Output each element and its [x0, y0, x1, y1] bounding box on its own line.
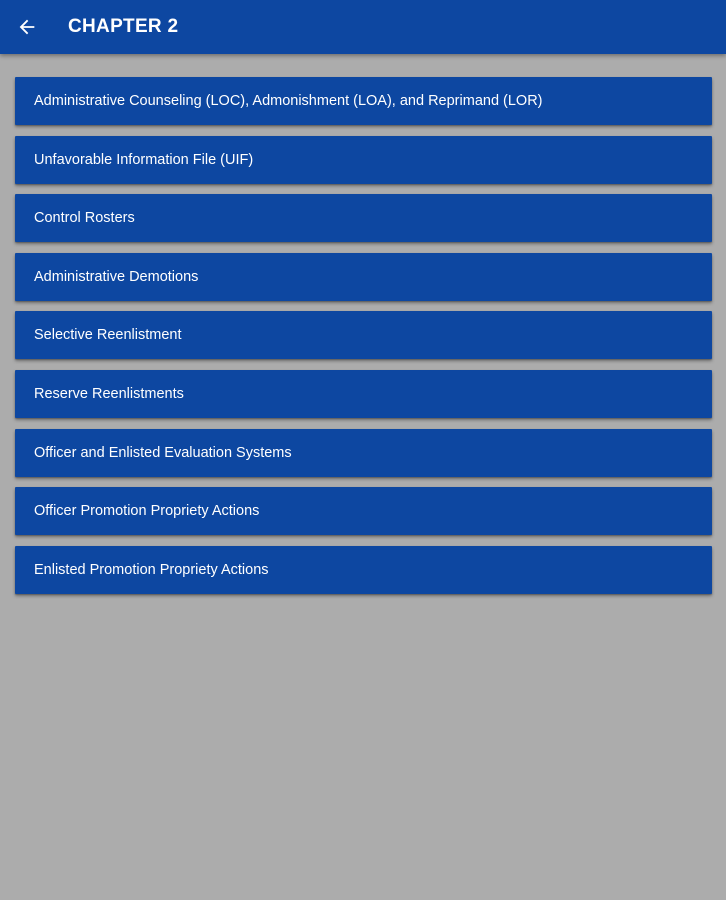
- list-item[interactable]: [15, 253, 712, 301]
- list-item[interactable]: [15, 136, 712, 184]
- list-item[interactable]: [15, 487, 712, 535]
- list-item[interactable]: [15, 370, 712, 418]
- list-item-label: Control Rosters: [34, 210, 135, 227]
- list-item-label: Selective Reenlistment: [34, 327, 182, 344]
- list-item-label: Administrative Demotions: [34, 268, 199, 285]
- chapter-section-list: [15, 77, 712, 604]
- list-item[interactable]: [15, 77, 712, 125]
- list-item-label: Officer Promotion Propriety Actions: [34, 503, 260, 520]
- list-item-label: Officer and Enlisted Evaluation Systems: [34, 444, 292, 461]
- page-title: CHAPTER 2: [68, 16, 179, 37]
- list-item[interactable]: [15, 194, 712, 242]
- list-item[interactable]: [15, 429, 712, 477]
- list-item[interactable]: [15, 546, 712, 594]
- list-item[interactable]: [15, 311, 712, 359]
- app-bar: [0, 0, 726, 54]
- list-item-label: Unfavorable Information File (UIF): [34, 151, 254, 168]
- list-item-label: Administrative Counseling (LOC), Admonishment (LOA), and Reprimand (LOR): [34, 93, 543, 109]
- list-item-label: Reserve Reenlistments: [34, 385, 184, 402]
- arrow-left-icon: [16, 16, 38, 38]
- list-item-label: Enlisted Promotion Propriety Actions: [34, 561, 269, 578]
- back-button[interactable]: [0, 0, 54, 54]
